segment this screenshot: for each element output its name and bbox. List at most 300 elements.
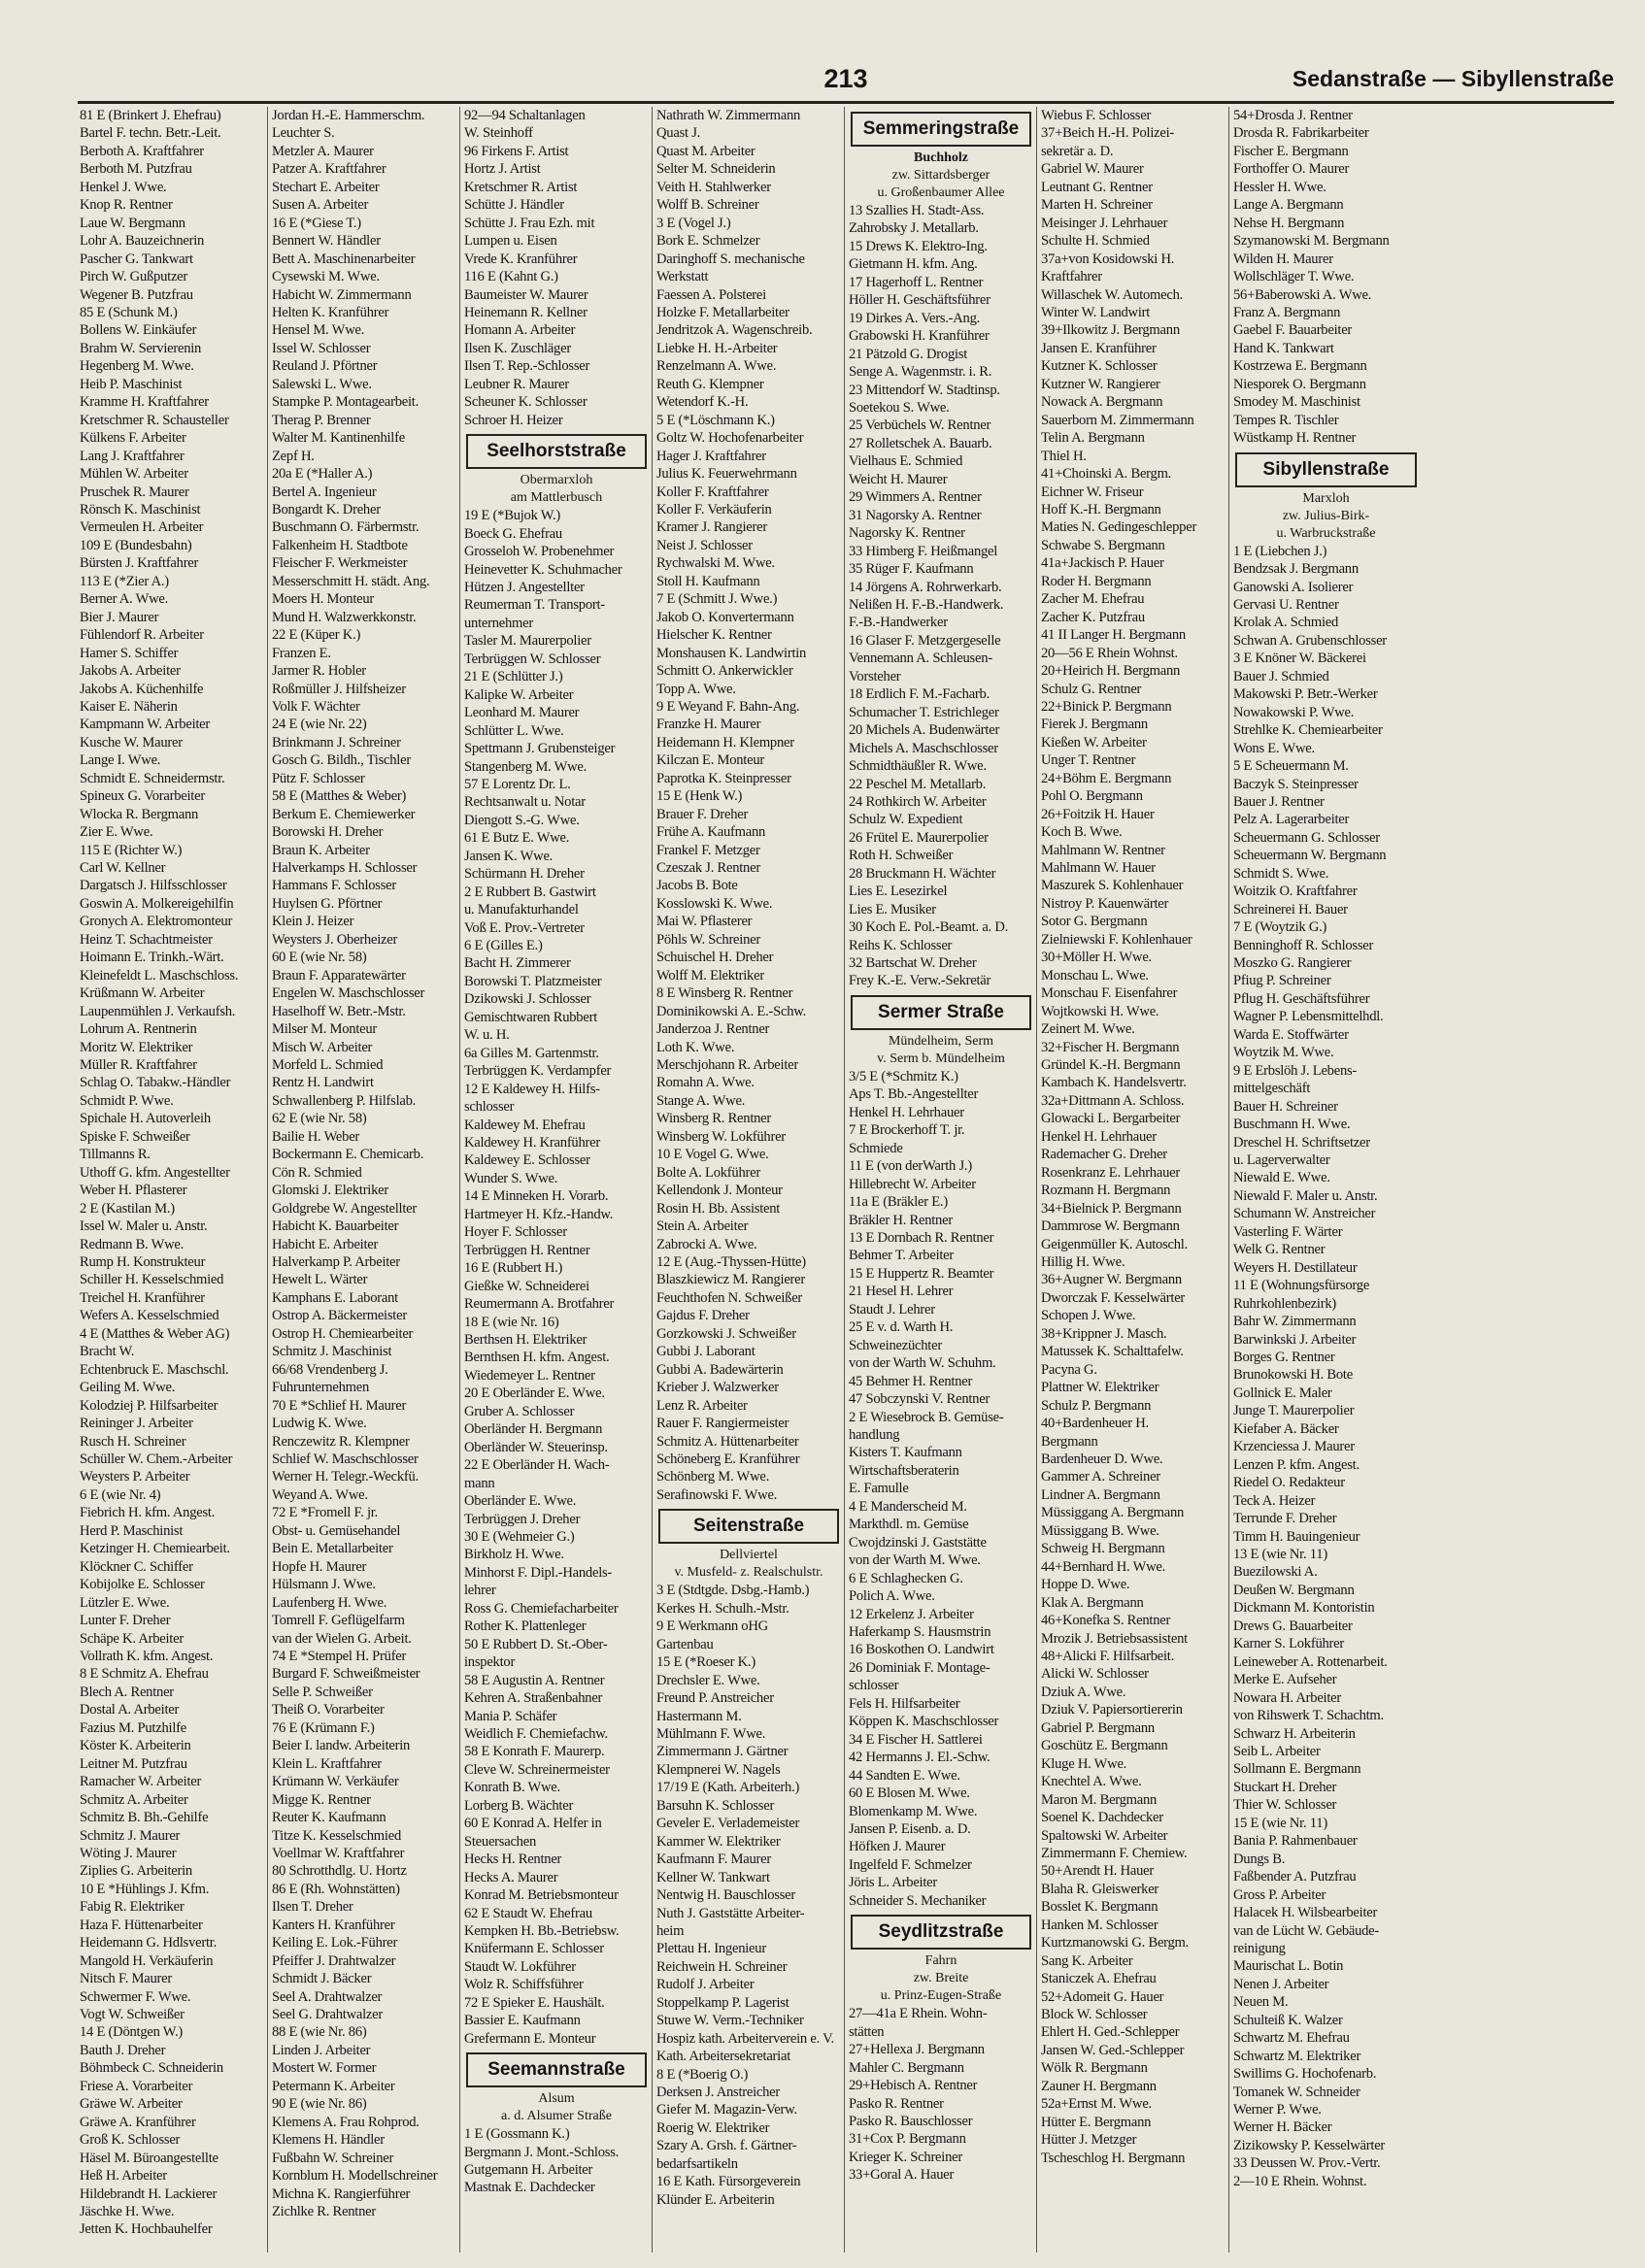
directory-entry: Maron M. Bergmann [1041,1791,1158,1808]
directory-entry: Rychwalski M. Wwe. [656,555,775,572]
directory-entry: Kretschmer R. Schausteller [80,412,229,428]
directory-entry: Hensel M. Wwe. [272,322,365,339]
directory-entry: 6 E (wie Nr. 4) [80,1486,161,1503]
directory-entry: Kaldewey M. Ehefrau [464,1117,586,1133]
directory-entry: Fels H. Hilfsarbeiter [849,1695,960,1712]
directory-entry: 13 Szallies H. Stadt-Ass. [849,203,985,218]
street-subtitle: Marxloh [1302,490,1350,506]
directory-entry: Grosseloh W. Probenehmer [464,544,615,560]
directory-entry: 16 Glaser F. Metzgergeselle [849,632,1001,649]
directory-entry: Dziuk V. Papiersortiererin [1041,1702,1183,1718]
directory-entry: Maurischat L. Botin [1233,1958,1344,1975]
directory-entry: Henkel H. Lehrhauer [1041,1128,1157,1145]
directory-entry: 1 E (Gossmann K.) [464,2126,570,2143]
directory-entry: Ilsen T. Dreher [272,1899,353,1916]
directory-entry: Zizikowsky P. Kesselwärter [1233,2137,1386,2153]
directory-entry: Bendzsak J. Bergmann [1233,561,1359,578]
directory-entry: Bassier E. Kaufmann [464,2013,581,2029]
directory-entry: Kleinefeldt L. Maschschloss. [80,967,239,984]
directory-entry: Heinevetter K. Schuhmacher [464,561,622,578]
directory-entry: Vasterling F. Wärter [1233,1223,1343,1240]
directory-entry: Bockermann E. Chemicarb. [272,1147,424,1163]
directory-entry: 28 Bruckmann H. Wächter [849,865,996,882]
directory-entry: 33 Deussen W. Prov.-Vertr. [1233,2155,1381,2172]
directory-entry: Stampke P. Montagearbeit. [272,394,420,411]
directory-entry: Tomrell F. Geflügelfarm [272,1613,405,1629]
directory-entry: 5 E Scheuermann M. [1233,758,1349,775]
directory-entry: 54+Drosda J. Rentner [1233,108,1353,123]
directory-entry: Hütter J. Metzger [1041,2132,1137,2149]
directory-entry: Engelen W. Maschschlosser [272,985,425,1002]
directory-entry: Häsel M. Büroangestellte [80,2150,218,2166]
directory-entry: Mostert W. Former [272,2060,377,2077]
directory-entry: Leitner M. Putzfrau [80,1755,187,1772]
directory-entry: 12 E Kaldewey H. Hilfs- [464,1081,600,1097]
directory-entry: Ruhrkohlenbezirk) [1233,1295,1336,1312]
directory-entry: Rönsch K. Maschinist [80,501,201,517]
directory-entry: Mund H. Walzwerkkonstr. [272,609,417,625]
directory-entry: 18 E (wie Nr. 16) [464,1314,559,1330]
directory-entry: 48+Alicki F. Hilfsarbeit. [1041,1648,1175,1664]
directory-entry: Cön R. Schmied [272,1164,362,1181]
directory-entry: Cwojdzinski J. Gaststätte [849,1534,987,1551]
directory-entry: Glomski J. Elektriker [272,1183,388,1199]
directory-entry: Gemischtwaren Rubbert [464,1009,597,1025]
directory-entry: Nowack A. Bergmann [1041,394,1163,411]
directory-entry: 61 E Butz E. Wwe. [464,830,570,847]
directory-entry: 10 E *Hühlings J. Kfm. [80,1881,210,1897]
directory-entry: Hoff K.-H. Bergmann [1041,501,1161,517]
directory-entry: Kolodziej P. Hilfsarbeiter [80,1397,218,1414]
directory-entry: Müssiggang A. Bergmann [1041,1505,1185,1521]
directory-entry: Huylsen G. Pförtner [272,895,383,912]
directory-entry: Weysters P. Arbeiter [80,1469,190,1485]
directory-entry: 72 E *Fromell F. jr. [272,1505,378,1521]
directory-entry: Weyand A. Wwe. [272,1486,368,1503]
directory-entry: Haferkamp S. Hausmstrin [849,1623,991,1640]
directory-entry: Keiling E. Lok.-Führer [272,1935,398,1951]
directory-entry: 22 Peschel M. Metallarb. [849,776,987,792]
directory-entry: Bier J. Maurer [80,609,159,625]
directory-entry: Dziuk A. Wwe. [1041,1684,1126,1700]
district-name: Buchholz [913,150,968,165]
directory-entry: Weidlich F. Chemiefachw. [464,1725,608,1742]
directory-entry: Lützler E. Wwe. [80,1594,170,1611]
directory-entry: Seib L. Arbeiter [1233,1743,1321,1759]
directory-entry: Fleischer F. Werkmeister [272,555,408,572]
directory-entry: Krüßmann W. Arbeiter [80,985,205,1002]
directory-entry: Reuth G. Klempner [656,376,764,392]
directory-entry: Vogt W. Schweißer [80,2007,185,2023]
directory-entry: 24 E (wie Nr. 22) [272,717,367,733]
directory-entry: Groß K. Schlosser [80,2132,181,2149]
directory-entry: Kraftfahrer [1041,269,1102,285]
directory-entry: Jöris L. Arbeiter [849,1875,937,1891]
directory-entry: Hützen J. Angestellter [464,579,585,595]
directory-entry: Kellner W. Tankwart [656,1869,770,1885]
directory-entry: Jansen E. Kranführer [1041,340,1157,356]
directory-entry: Sollmann E. Bergmann [1233,1761,1361,1778]
directory-entry: Behmer T. Arbeiter [849,1248,955,1264]
street-heading: Sibyllenstraße [1235,452,1417,487]
directory-entry: Markthdl. m. Gemüse [849,1517,969,1533]
directory-entry: Terbrüggen W. Schlosser [464,650,601,667]
directory-entry: Reuland J. Pförtner [272,358,378,375]
directory-entry: 2—10 E Rhein. Wohnst. [1233,2173,1367,2189]
directory-entry: Schumann W. Anstreicher [1233,1206,1376,1222]
directory-entry: Glowacki L. Bergarbeiter [1041,1111,1181,1127]
directory-entry: Gammer A. Schreiner [1041,1469,1160,1485]
directory-entry: 74 E *Stempel H. Prüfer [272,1648,407,1664]
directory-entry: Bania P. Rahmenbauer [1233,1833,1358,1850]
street-subtitle: u. Großenbaumer Allee [877,185,1005,200]
directory-entry: Dostal A. Arbeiter [80,1702,180,1718]
directory-entry: Gräwe A. Kranführer [80,2114,196,2130]
directory-entry: Serafinowski F. Wwe. [656,1486,778,1503]
directory-entry: 35 Rüger F. Kaufmann [849,561,974,578]
directory-entry: Heib P. Maschinist [80,376,183,392]
directory-entry: Wirtschaftsberaterin [849,1462,959,1479]
directory-entry: Hewelt L. Wärter [272,1272,368,1288]
directory-entry: Pütz F. Schlosser [272,770,365,786]
directory-entry: Moszko G. Rangierer [1233,955,1352,972]
directory-entry: Jakob O. Konvertermann [656,609,794,625]
street-heading: Sermer Straße [851,995,1031,1030]
directory-entry: Salewski L. Wwe. [272,376,372,392]
directory-entry: Müller R. Kraftfahrer [80,1057,197,1074]
directory-entry: Jakobs A. Arbeiter [80,663,181,680]
directory-entry: Herd P. Maschinist [80,1522,184,1539]
directory-entry: Heß H. Arbeiter [80,2168,167,2185]
directory-entry: Teck A. Heizer [1233,1492,1316,1509]
directory-entry: Alicki W. Schlosser [1041,1666,1149,1683]
directory-entry: Kammer W. Elektriker [656,1833,781,1850]
directory-entry: 20 Michels A. Budenwärter [849,722,1000,739]
directory-entry: Matussek K. Schalttafelw. [1041,1344,1184,1360]
directory-entry: Kaldewey H. Kranführer [464,1135,600,1151]
directory-entry: Franzen E. [272,645,331,661]
directory-entry: Brinkmann J. Schreiner [272,734,401,750]
directory-entry: Schreinerei H. Bauer [1233,901,1348,917]
directory-entry: Kalipke W. Arbeiter [464,686,574,703]
directory-entry: Mühlen W. Arbeiter [80,466,188,483]
directory-entry: Habicht E. Arbeiter [272,1236,379,1252]
directory-entry: Steuersachen [464,1833,536,1850]
directory-entry: Gronych A. Elektromonteur [80,914,233,930]
directory-entry: 26 Frütel E. Maurerpolier [849,829,989,846]
directory-entry: Lenzen P. kfm. Angest. [1233,1456,1360,1473]
directory-entry: Gervasi U. Rentner [1233,596,1339,613]
directory-entry: Janderzoa J. Rentner [656,1021,770,1038]
directory-entry: Vollrath K. kfm. Angest. [80,1648,214,1664]
directory-entry: Wölk R. Bergmann [1041,2060,1148,2077]
directory-entry: 25 E v. d. Warth H. [849,1319,954,1336]
directory-entry: 22 E Oberländer H. Wach- [464,1457,610,1474]
directory-entry: Stuckart H. Dreher [1233,1779,1337,1795]
directory-entry: Laufenberg H. Wwe. [272,1594,387,1611]
directory-entry: Konrad M. Betriebsmonteur [464,1887,619,1904]
directory-entry: Heidemann G. Hdlsvertr. [80,1935,217,1951]
directory-entry: Ross G. Chemiefacharbeiter [464,1600,619,1617]
directory-entry: 34 E Fischer H. Sattlerei [849,1731,983,1748]
street-subtitle: Obermarxloh [520,473,593,488]
directory-entry: Blech A. Rentner [80,1684,174,1700]
directory-entry: Geigenmüller K. Autoschl. [1041,1236,1189,1252]
directory-entry: 34+Bielnick P. Bergmann [1041,1200,1182,1217]
directory-entry: Pacyna G. [1041,1361,1097,1378]
directory-entry: Schöneberg E. Kranführer [656,1451,800,1467]
directory-entry: 27 Rolletschek A. Bauarb. [849,435,992,451]
directory-entry: Messerschmitt H. städt. Ang. [272,573,430,589]
directory-entry: Kießen W. Arbeiter [1041,734,1147,750]
directory-entry: bedarfsartikeln [656,2155,738,2172]
directory-entry: Zimmermann J. Gärtner [656,1744,789,1760]
directory-entry: 36+Augner W. Bergmann [1041,1272,1182,1288]
directory-entry: Kurtzmanowski G. Bergm. [1041,1935,1190,1951]
directory-entry: Patzer A. Kraftfahrer [272,161,386,178]
directory-entry: 13 E Dornbach R. Rentner [849,1230,994,1247]
directory-entry: stätten [849,2023,885,2040]
column-5 [845,107,1037,2252]
directory-entry: Nelißen H. F.-B.-Handwerk. [849,596,1004,613]
directory-entry: Dreschel H. Schriftsetzer [1233,1134,1370,1151]
directory-entry: Hager J. Kraftfahrer [656,448,766,464]
directory-entry: Gietmann H. kfm. Ang. [849,256,978,273]
directory-entry: Sotor G. Bergmann [1041,914,1148,930]
directory-entry: Gaebel F. Bauarbeiter [1233,322,1353,339]
directory-entry: Kempken H. Bb.-Betriebsw. [464,1922,620,1939]
directory-entry: Kornblum H. Modellschreiner [272,2168,438,2185]
directory-entry: Weyers H. Destillateur [1233,1259,1358,1276]
directory-entry: Wons E. Wwe. [1233,740,1315,756]
directory-entry: 20+Heirich H. Bergmann [1041,663,1181,680]
directory-entry: Niewald F. Maler u. Anstr. [1233,1187,1378,1204]
directory-entry: Issel W. Schlosser [272,340,371,356]
directory-entry: Bailie H. Weber [272,1128,360,1145]
directory-entry: Nuth J. Gaststätte Arbeiter- [656,1905,805,1921]
directory-entry: 88 E (wie Nr. 86) [272,2024,367,2041]
column-4 [653,107,845,2252]
directory-entry: Lange I. Wwe. [80,752,161,769]
directory-entry: Frankel F. Metzger [656,842,760,858]
directory-entry: 96 Firkens F. Artist [464,143,569,159]
directory-entry: Tillmanns R. [80,1147,151,1163]
directory-entry: Loth K. Wwe. [656,1039,735,1055]
page-header [78,58,1614,104]
directory-entry: Hammans F. Schlosser [272,878,397,894]
directory-entry: Paprotka K. Steinpresser [656,770,791,786]
directory-entry: Schmidt S. Wwe. [1233,865,1329,882]
directory-entry: Schumacher T. Estrichleger [849,704,999,720]
directory-entry: Reihs K. Schlosser [849,937,953,953]
directory-entry: Nentwig H. Bauschlosser [656,1887,796,1904]
directory-entry: Szymanowski M. Bergmann [1233,233,1390,250]
directory-entry: Ludwig K. Wwe. [272,1416,367,1432]
directory-entry: 38+Krippner J. Masch. [1041,1325,1167,1342]
directory-entry: Laue W. Bergmann [80,215,185,231]
directory-entry: 80 Schrotthdlg. U. Hortz [272,1863,407,1880]
directory-entry: Klein L. Kraftfahrer [272,1755,382,1772]
directory-entry: Klünder E. Arbeiterin [656,2191,775,2208]
directory-entry: Pasko R. Rentner [849,2095,944,2112]
directory-entry: Maszurek S. Kohlenhauer [1041,878,1184,894]
directory-entry: Rudolf J. Arbeiter [656,1977,755,1993]
directory-entry: 3 E (Vogel J.) [656,215,731,231]
directory-entry: 8 E Winsberg R. Rentner [656,985,793,1002]
directory-entry: Terbrüggen H. Rentner [464,1242,590,1258]
directory-entry: 22 E (Küper K.) [272,627,361,644]
directory-entry: Merschjohann R. Arbeiter [656,1057,798,1074]
directory-entry: Höller H. Geschäftsführer [849,292,990,309]
directory-entry: Oberländer E. Wwe. [464,1493,577,1510]
directory-entry: Cysewski M. Wwe. [272,269,380,285]
directory-entry: Höfken J. Maurer [849,1839,946,1855]
directory-entry: Czeszak J. Rentner [656,860,760,877]
directory-entry: Selter M. Schneiderin [656,161,776,178]
directory-entry: Schmitz J. Maschinist [272,1344,392,1360]
directory-entry: Linden J. Arbeiter [272,2042,371,2058]
directory-entry: 7 E (Schmitt J. Wwe.) [656,591,778,608]
directory-entry: Milser M. Monteur [272,1021,378,1038]
directory-entry: Eichner W. Friseur [1041,484,1144,500]
directory-entry: Staniczek A. Ehefrau [1041,1971,1157,1987]
directory-entry: Lohr A. Bauzeichnerin [80,233,205,250]
street-subtitle: u. Prinz-Eugen-Straße [880,1988,1002,2004]
directory-entry: Willaschek W. Automech. [1041,286,1184,303]
directory-entry: Gubbi A. Badewärterin [656,1361,784,1378]
directory-entry: Rademacher G. Dreher [1041,1147,1167,1163]
directory-entry: 41+Choinski A. Bergm. [1041,466,1172,483]
directory-entry: Weber H. Pflasterer [80,1183,187,1199]
directory-entry: 21 E (Schlütter J.) [464,669,563,685]
directory-entry: Hand K. Tankwart [1233,340,1334,356]
directory-entry: Roder H. Bergmann [1041,573,1152,589]
directory-entry: Stein A. Arbeiter [656,1218,749,1235]
directory-entry: Fiebrich H. kfm. Angest. [80,1505,216,1521]
directory-entry: Gräwe W. Arbeiter [80,2096,183,2113]
directory-entry: Bernthsen H. kfm. Angest. [464,1350,610,1366]
directory-entry: Bollens W. Einkäufer [80,322,197,339]
directory-entry: Voellmar W. Kraftfahrer [272,1845,405,1861]
directory-entry: Fabig R. Elektriker [80,1899,185,1916]
directory-entry: schlosser [849,1678,899,1694]
directory-entry: Drechsler E. Wwe. [656,1672,760,1688]
directory-entry: Roerig W. Elektriker [656,2119,770,2136]
directory-entry: 14 E Minneken H. Vorarb. [464,1188,609,1205]
directory-entry: Plattner W. Elektriker [1041,1380,1159,1396]
directory-entry: Quast M. Arbeiter [656,143,755,159]
directory-entry: Thier W. Schlosser [1233,1797,1337,1814]
directory-entry: Winsberg W. Lokführer [656,1128,786,1145]
directory-entry: Soenel K. Dachdecker [1041,1810,1163,1826]
directory-entry: 33 Himberg F. Heißmangel [849,543,998,559]
directory-entry: 56+Baberowski A. Wwe. [1233,286,1372,303]
directory-entry: Hoyer F. Schlosser [464,1224,567,1241]
directory-entry: Kutzner W. Rangierer [1041,376,1160,392]
directory-entry: Schmitz A. Arbeiter [80,1791,188,1808]
directory-entry: 37+Beich H.-H. Polizei- [1041,125,1175,142]
street-subtitle: u. Warbruckstraße [1276,525,1376,541]
directory-entry: Seel A. Drahtwalzer [272,1988,383,2005]
directory-entry: 11 E (von derWarth J.) [849,1158,972,1175]
directory-entry: Leuchter S. [272,125,335,142]
directory-entry: Volk F. Wächter [272,698,360,715]
directory-entry: Berboth M. Putzfrau [80,161,192,178]
directory-entry: u. Manufakturhandel [464,902,579,918]
directory-entry: van de Lücht W. Gebäude- [1233,1922,1380,1939]
directory-entry: Goltz W. Hochofenarbeiter [656,430,804,447]
directory-entry: W. Steinhoff [464,125,533,142]
directory-entry: Hospiz kath. Arbeiterverein e. V. [656,2030,834,2047]
directory-entry: Bardenheuer D. Wwe. [1041,1451,1163,1467]
directory-entry: Mahlmann W. Hauer [1041,860,1156,877]
directory-entry: Krzenciessa J. Maurer [1233,1439,1355,1455]
directory-entry: Mania P. Schäfer [464,1708,557,1724]
directory-entry: Tomanek W. Schneider [1233,2084,1360,2100]
directory-entry: reinigung [1233,1940,1286,1956]
directory-entry: Senge A. Wagenmstr. i. R. [849,364,992,381]
directory-entry: 2 E Wiesebrock B. Gemüse- [849,1409,1004,1425]
directory-entry: Zeinert M. Wwe. [1041,1021,1135,1038]
directory-entry: 6 E (Gilles E.) [464,938,543,954]
directory-entry: Kambach K. Handelsvertr. [1041,1075,1187,1091]
directory-entry: 47 Sobczynski V. Rentner [849,1391,990,1408]
street-subtitle: am Mattlerbusch [510,490,603,506]
directory-entry: Klöckner C. Schiffer [80,1558,193,1575]
directory-entry: 50+Arendt H. Hauer [1041,1863,1154,1880]
directory-entry: 115 E (Richter W.) [80,842,183,858]
directory-entry: Bräkler H. Rentner [849,1212,953,1228]
directory-entry: Fischer E. Bergmann [1233,143,1349,159]
directory-entry: Woitzik O. Kraftfahrer [1233,884,1358,900]
directory-entry: Barsuhn K. Schlosser [656,1797,775,1814]
directory-entry: Habicht W. Zimmermann [272,286,412,303]
directory-entry: 22+Binick P. Bergmann [1041,698,1172,715]
directory-entry: Kath. Arbeitersekretariat [656,2049,790,2065]
directory-entry: Berthsen H. Elektriker [464,1332,588,1348]
directory-entry: Dominikowski A. E.-Schw. [656,1003,806,1019]
directory-entry: mittelgeschäft [1233,1081,1311,1097]
directory-entry: Barwinkski J. Arbeiter [1233,1331,1357,1348]
directory-entry: Rother K. Plattenleger [464,1618,587,1635]
directory-entry: Krümann W. Verkäufer [272,1774,399,1790]
directory-entry: Gollnick E. Maler [1233,1384,1332,1401]
directory-entry: 30+Möller H. Wwe. [1041,950,1152,966]
directory-entry: Gabriel W. Maurer [1041,161,1144,178]
directory-entry: Bürsten J. Kraftfahrer [80,555,199,572]
directory-entry: Zier E. Wwe. [80,824,153,841]
directory-entry: 41 II Langer H. Bergmann [1041,627,1186,644]
directory-entry: Spichale H. Autoverleih [80,1111,211,1127]
column-7 [1229,107,1422,2252]
directory-entry: 9 E Weyand F. Bahn-Ang. [656,698,800,715]
directory-entry: Drosda R. Fabrikarbeiter [1233,125,1369,142]
directory-entry: Echtenbruck E. Maschschl. [80,1361,229,1378]
directory-entry: Daringhoff S. mechanische [656,250,805,267]
directory-entry: Fuhrunternehmen [272,1380,370,1396]
directory-entry: Tasler M. Maurerpolier [464,633,591,650]
directory-entry: Hopfe H. Maurer [272,1558,367,1575]
directory-entry: Wlocka R. Bergmann [80,806,199,822]
directory-entry: inspektor [464,1654,516,1671]
directory-entry: W. u. H. [464,1027,510,1044]
directory-entry: Nistroy P. Kauenwärter [1041,895,1169,912]
directory-entry: Dargatsch J. Hilfsschlosser [80,878,227,894]
directory-entry: Reumermann A. Brotfahrer [464,1296,615,1313]
directory-entry: Koch B. Wwe. [1041,824,1123,841]
directory-entry: Ostrop H. Chemiearbeiter [272,1325,414,1342]
directory-entry: Goschütz E. Bergmann [1041,1738,1168,1754]
